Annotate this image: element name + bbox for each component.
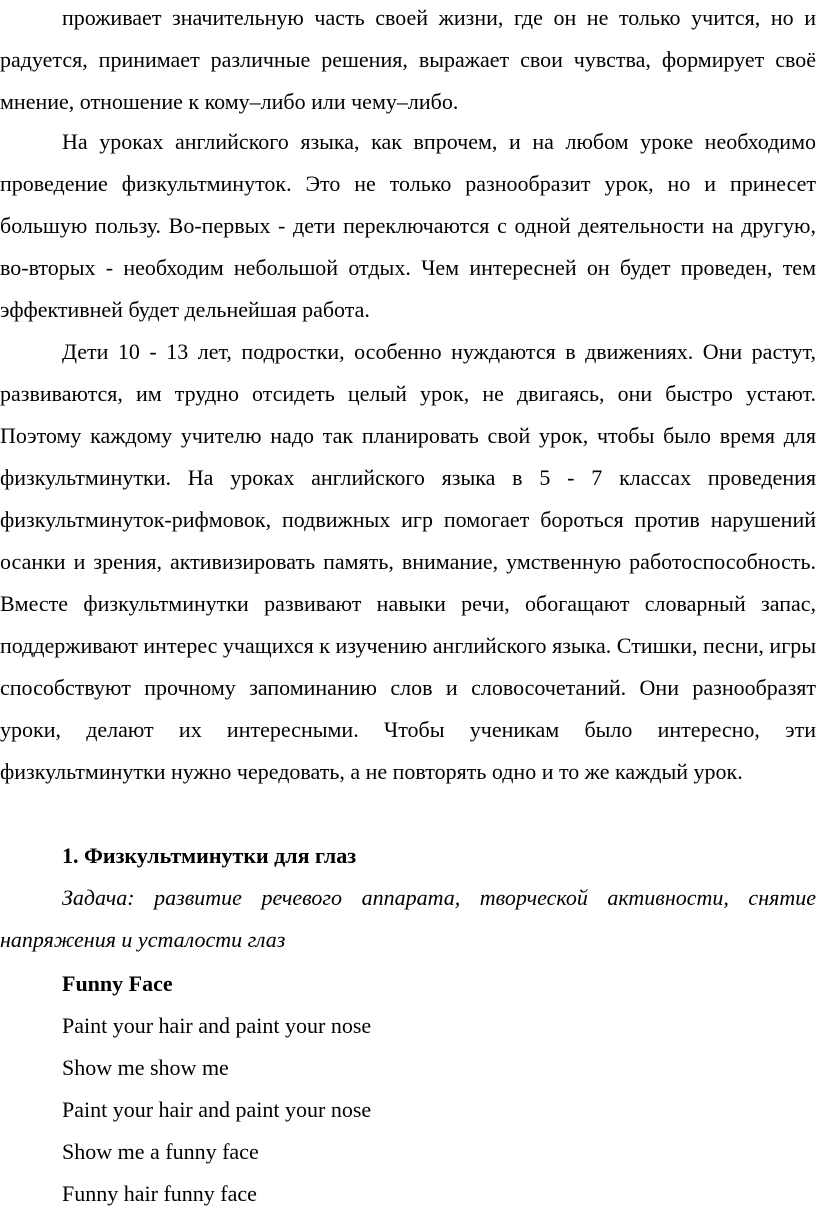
poem-block [62,963,371,1215]
paragraph-intro-continuation: проживает значительную часть своей жизни, где он не только учится, но и радуется, принимает различные решения, выражает свои чувства, формирует своё мнение, отношение к кому–либо или чему–либо. [0,5,816,114]
poem-line: Funny hair funny face [62,1181,257,1206]
poem-line: Paint your hair and paint your nose [62,1013,372,1038]
paragraph-age-group: Дети 10 - 13 лет, подростки, особенно нуждаются в движениях. Они растут, развиваются, им трудно отсидеть целый урок, не двигаясь, они быстро устают. Поэтому каждому учителю надо так планировать свой урок, чтобы было время для физкультминутки. На уроках английского языка в 5 - 7 классах проведения физкультминуток-рифмовок, подвижных игр помогает бороться против нарушений осанки и зрения, активизировать память, внимание, умственную работоспособность. Вместе физкультминутки развивают навыки речи, обогащают словарный запас, поддерживают интерес учащихся к изучению английского языка. Стишки, песни, игры способствуют прочному запоминанию слов и словосочетаний. Они разнообразят уроки, делают их интересными. Чтобы ученикам было интересно, эти физкультминутки нужно чередовать, а не повторять одно и то же каждый урок. [0,339,816,784]
poem-title: Funny Face [62,971,173,996]
poem-line: Show me show me [62,1055,229,1080]
section-task: Задача: развитие речевого аппарата, творческой активности, снятие напряжения и усталости глаз [0,885,816,952]
section-heading: 1. Физкультминутки для глаз [62,843,357,868]
poem-line: Show me a funny face [62,1139,259,1164]
poem-line: Paint your hair and paint your nose [62,1097,372,1122]
paragraph-physical-breaks: На уроках английского языка, как впрочем, и на любом уроке необходимо проведение физкультминуток. Это не только разнообразит урок, но и принесет большую пользу. Во-первых - дети переключаются с одной деятельности на другую, во-вторых - необходим небольшой отдых. Чем интересней он будет проведен, тем эффективней будет дельнейшая работа. [0,129,816,322]
